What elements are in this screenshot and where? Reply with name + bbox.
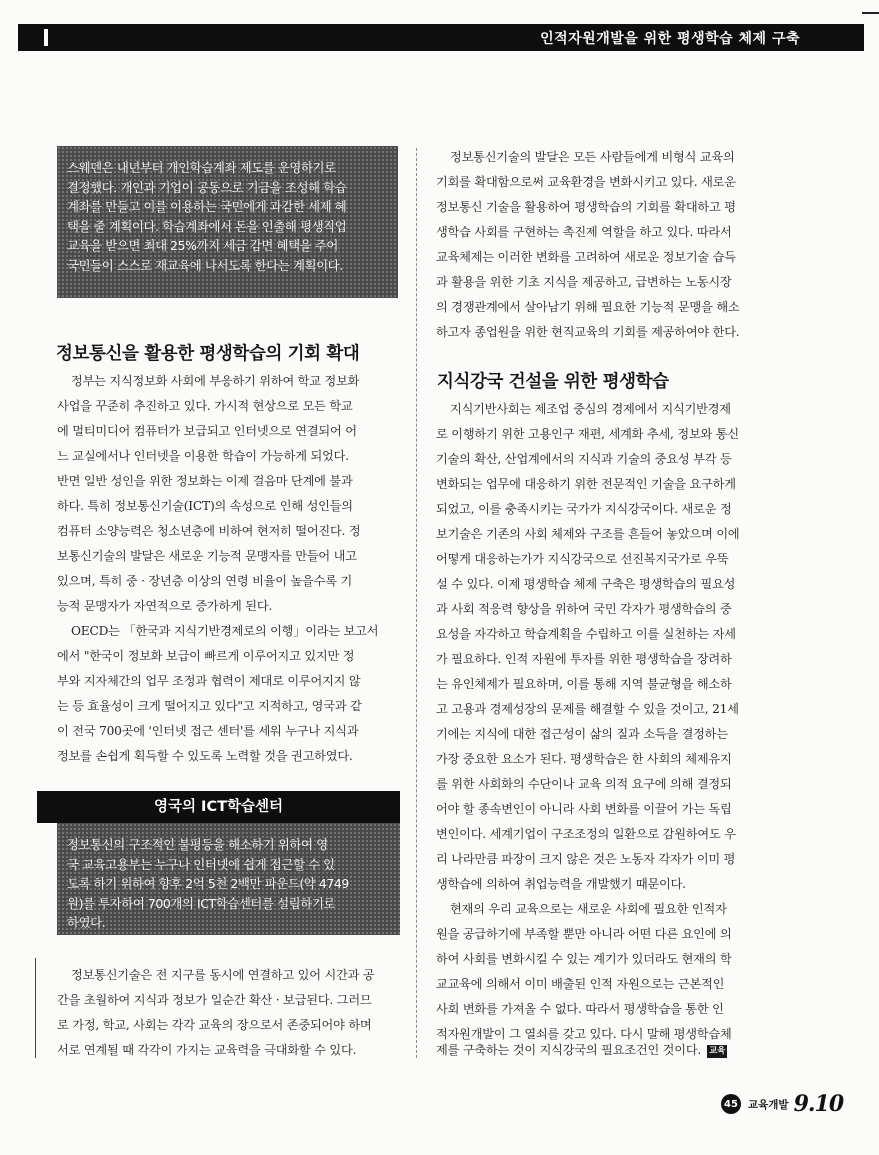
text-line: 기에는 지식에 대한 접근성이 삶의 질과 소득을 결정하는 <box>436 727 728 741</box>
corner-crop-mark <box>862 12 879 14</box>
magazine-name: 교육개발 <box>748 1098 789 1111</box>
text-line: 기술의 확산, 산업계에서의 지식과 기술의 중요성 부각 등 <box>436 452 732 466</box>
text-line: 생학습에 의하여 취업능력을 개발했기 때문이다. <box>436 877 686 891</box>
text-line: 가장 중요한 요소가 된다. 평생학습은 한 사회의 체제유지 <box>436 752 732 766</box>
text-line: 요성을 자각하고 학습계획을 수립하고 이를 실천하는 자세 <box>436 627 736 641</box>
text-line: 보기술은 기존의 사회 체제와 구조를 흔들어 놓았으며 이에 <box>436 527 740 541</box>
text-line: 는 등 효율성이 크게 떨어지고 있다"고 지적하고, 영국과 같 <box>57 699 362 713</box>
left-margin-rule <box>35 958 36 1058</box>
box-line: 국민들이 스스로 재교육에 나서도록 한다는 계획이다. <box>67 257 343 273</box>
text-line: 느 교실에서나 인터넷을 이용한 학습이 가능하게 되었다. <box>57 449 349 463</box>
text-line: 변인이다. 세계기업이 구조조정의 일환으로 감원하여도 우 <box>436 827 736 841</box>
sweden-info-box <box>57 146 398 298</box>
text-line: 설 수 있다. 이제 평생학습 체제 구축은 평생학습의 필요성 <box>436 577 736 591</box>
text-line: 교육체제는 이러한 변화를 고려하여 새로운 정보기술 습득 <box>436 250 736 264</box>
text-line: 반면 일반 성인을 위한 정보화는 이제 걸음마 단계에 불과 <box>57 474 353 488</box>
box-line: 도록 하기 위하여 향후 2억 5천 2백만 파운드(약 4749 <box>67 876 349 891</box>
text-line: 있으며, 특히 중 · 장년층 이상의 연령 비율이 높을수록 기 <box>57 574 353 588</box>
running-header-title: 인적자원개발을 위한 평생학습 체제 구축 <box>540 31 800 47</box>
text-line: 생학습 사회를 구현하는 촉진제 역할을 하고 있다. 따라서 <box>436 225 732 239</box>
box-line: 결정했다. 개인과 기업이 공동으로 기금을 조성해 학습 <box>67 179 347 195</box>
text-line: 기회를 확대함으로써 교육환경을 변화시키고 있다. 새로운 <box>436 175 736 189</box>
uk-ict-box-title: 영국의 ICT학습센터 <box>37 791 400 823</box>
text-line: 정보를 손쉽게 획득할 수 있도록 노력할 것을 권고하였다. <box>57 749 353 763</box>
text-line: 로 이행하기 위한 고용인구 재편, 세계화 추세, 정보와 통신 <box>436 427 739 441</box>
box-line: 정보통신의 구조적인 불평등을 해소하기 위하여 영 <box>67 837 328 852</box>
text-line: 적자원개발이 그 열쇠를 갖고 있다. 다시 말해 평생학습체 <box>436 1027 732 1041</box>
text-line: 에 멀티미디어 컴퓨터가 보급되고 인터넷으로 연결되어 어 <box>57 424 357 438</box>
text-line: 리 나라만큼 파장이 크지 않은 것은 노동자 각자가 이미 평 <box>436 852 736 866</box>
text-line: 이 전국 700곳에 '인터넷 접근 센터'를 세워 누구나 지식과 <box>57 724 359 738</box>
text-line: 교교육에 의해서 이미 배출된 인적 자원으로는 근본적인 <box>436 977 725 991</box>
text-line: 서로 연계될 때 각각이 가지는 교육력을 극대화할 수 있다. <box>57 1043 357 1057</box>
text-line: 변화되는 업무에 대응하기 위한 전문적인 기술을 요구하게 <box>436 477 736 491</box>
page-footer <box>721 1090 843 1118</box>
text-line: 에서 "한국이 정보화 보급이 빠르게 이루어지고 있지만 정 <box>57 649 355 663</box>
text-line: 정보통신 기술을 활용하여 평생학습의 기회를 확대하고 평 <box>436 200 736 214</box>
text-line: 하여 사회를 변화시킬 수 있는 계기가 있더라도 현재의 학 <box>436 952 732 966</box>
text-line: 되었고, 이를 충족시키는 국가가 지식강국이다. 새로운 정 <box>436 502 732 516</box>
text-line: 사업을 꾸준히 추진하고 있다. 가시적 현상으로 모든 학교 <box>57 399 353 413</box>
text-line: 를 위한 사회화의 수단이나 교육 의적 요구에 의해 결정되 <box>436 777 732 791</box>
text-line: 어떻게 대응하는가가 지식강국으로 선진복지국가로 우뚝 <box>436 552 729 566</box>
text-line: 는 유인체제가 필요하며, 이를 통해 지역 불균형을 해소하 <box>436 677 732 691</box>
text-line: 현재의 우리 교육으로는 새로운 사회에 필요한 인적자 <box>450 902 727 916</box>
header-marker <box>44 29 48 46</box>
text-line: 보통신기술의 발달은 새로운 기능적 문맹자를 만들어 내고 <box>57 549 357 563</box>
section-heading: 지식강국 건설을 위한 평생학습 <box>437 372 669 392</box>
box-line: 하였다. <box>67 915 106 930</box>
section-heading: 정보통신을 활용한 평생학습의 기회 확대 <box>56 344 360 364</box>
text-line: 로 가정, 학교, 사회는 각각 교육의 장으로서 존중되어야 하며 <box>57 1018 372 1032</box>
box-line: 스웨덴은 내년부터 개인학습계좌 제도를 운영하기로 <box>67 160 336 175</box>
text-line: 능적 문맹자가 자연적으로 증가하게 된다. <box>57 599 273 613</box>
text-line: 정보통신기술의 발달은 모든 사람들에게 비형식 교육의 <box>450 150 735 164</box>
text-line: 하고자 종업원을 위한 현직교육의 기회를 제공하여야 한다. <box>436 325 740 339</box>
article-end-mark: 교육 <box>709 1046 726 1056</box>
text-line: OECD는 「한국과 지식기반경제로의 이행」이라는 보고서 <box>71 624 379 638</box>
text-line: 간을 초월하여 지식과 정보가 일순간 확산 · 보급된다. 그러므 <box>57 993 372 1007</box>
uk-ict-info-box <box>57 823 400 935</box>
box-line: 계좌를 만들고 이를 이용하는 국민에게 과감한 세제 혜 <box>67 199 347 214</box>
text-line: 어야 할 종속변인이 아니라 사회 변화를 이끌어 가는 독립 <box>436 802 732 816</box>
text-line: 컴퓨터 소양능력은 청소년층에 비하여 현저히 떨어진다. 정 <box>57 524 361 538</box>
last-line-text: 제를 구축하는 것이 지식강국의 필요조건인 것이다. <box>436 1043 702 1057</box>
text-line: 과 사회 적응력 향상을 위하여 국민 각자가 평생학습의 중 <box>436 602 732 616</box>
page-number: 45 <box>721 1094 741 1114</box>
box-line: 원)를 투자하여 700개의 ICT학습센터를 설립하기로 <box>67 895 335 911</box>
text-line: 부와 지자체간의 업무 조정과 협력이 제대로 이루어지지 않 <box>57 674 361 688</box>
running-header <box>18 24 864 51</box>
text-line: 가 필요하다. 인적 자원에 투자를 위한 평생학습을 장려하 <box>436 652 732 666</box>
text-line: 과 활용을 위한 기초 지식을 제공하고, 급변하는 노동시장 <box>436 275 732 289</box>
text-line: 하다. 특히 정보통신기술(ICT)의 속성으로 인해 성인들의 <box>57 499 353 513</box>
text-line-last <box>436 1041 727 1059</box>
box-line: 교육을 받으면 최대 25%까지 세금 감면 혜택을 주어 <box>67 238 338 253</box>
box-line: 국 교육고용부는 누구나 인터넷에 쉽게 접근할 수 있 <box>67 856 335 872</box>
text-line: 지식기반사회는 제조업 중심의 경제에서 지식기반경제 <box>450 402 731 416</box>
text-line: 정보통신기술은 전 지구를 동시에 연결하고 있어 시간과 공 <box>71 968 375 982</box>
text-line: 원을 공급하기에 부족할 뿐만 아니라 어떤 다른 요인에 의 <box>436 927 732 941</box>
box-line: 택을 줄 계획이다. 학습계좌에서 돈을 인출해 평생직업 <box>67 218 347 234</box>
text-line: 의 경쟁관계에서 살아남기 위해 필요한 기능적 문맹을 해소 <box>436 300 740 314</box>
text-line: 고 고용과 경제성장의 문제를 해결할 수 있을 것이고, 21세 <box>436 702 739 716</box>
column-divider <box>416 148 417 1058</box>
text-line: 사회 변화를 가져올 수 없다. 따라서 평생학습을 통한 인 <box>436 1002 724 1016</box>
text-line: 정부는 지식정보화 사회에 부응하기 위하여 학교 정보화 <box>71 374 360 388</box>
magazine-issue: 9.10 <box>793 1091 844 1117</box>
